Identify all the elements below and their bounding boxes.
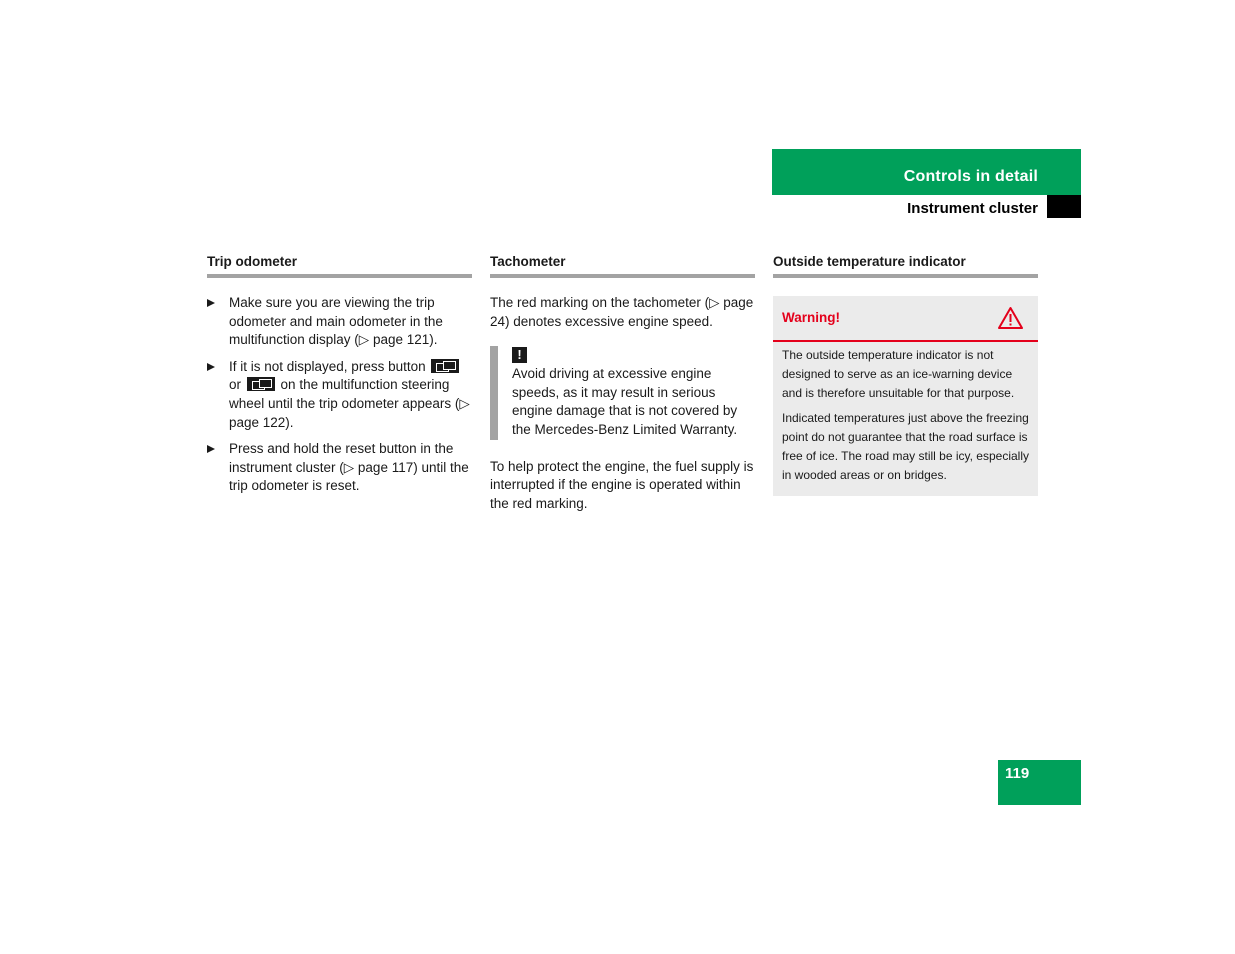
bullet-arrow-icon: [207, 363, 215, 371]
subsection-title: Instrument cluster: [907, 200, 1038, 217]
trip-odometer-heading: Trip odometer: [207, 254, 472, 278]
list-item-text: on the multifunction steering wheel until the trip odometer appears (▷ page 122).: [229, 377, 470, 430]
warning-triangle-icon: [997, 306, 1024, 330]
warning-box: [773, 296, 1038, 496]
outside-temperature-column: [773, 254, 1038, 496]
warning-label: Warning!: [782, 310, 840, 325]
trip-odometer-column: [207, 254, 472, 504]
warning-paragraph: Indicated temperatures just above the freezing point do not guarantee that the road surface is free of ice. The road may still be icy, especially in wooded areas or on bridges.: [782, 410, 1029, 483]
page-number: 119: [1005, 765, 1030, 782]
outside-temperature-heading: Outside temperature indicator: [773, 254, 1038, 278]
note-text: Avoid driving at excessive engine speeds, as it may result in serious engine damage that is not covered by the Mercedes-Benz Limited Warranty.: [512, 366, 738, 437]
list-item: [207, 440, 472, 496]
display-button-icon: [431, 359, 459, 373]
bullet-arrow-icon: [207, 299, 215, 307]
exclamation-icon: !: [512, 347, 527, 363]
list-item: [207, 358, 472, 432]
caution-note: [490, 346, 755, 439]
tachometer-intro: The red marking on the tachometer (▷ page 24) denotes excessive engine speed.: [490, 295, 754, 329]
display-button-icon: [247, 377, 275, 391]
warning-paragraph: The outside temperature indicator is not designed to serve as an ice-warning device and is therefore unsuitable for that purpose.: [782, 348, 1015, 401]
tachometer-heading: Tachometer: [490, 254, 755, 278]
tachometer-outro: To help protect the engine, the fuel supply is interrupted if the engine is operated within the red marking.: [490, 458, 754, 511]
bullet-arrow-icon: [207, 445, 215, 453]
list-item: [207, 294, 472, 350]
note-bar: [490, 346, 498, 439]
section-tab-marker: [1047, 195, 1081, 218]
list-item-text: Make sure you are viewing the trip odometer and main odometer in the multifunction display (▷ page 121).: [229, 295, 443, 348]
section-title: Controls in detail: [903, 168, 1038, 185]
warning-header: [773, 296, 1038, 342]
list-item-text: or: [229, 377, 242, 393]
tachometer-column: [490, 254, 755, 513]
list-item-text: Press and hold the reset button in the instrument cluster (▷ page 117) until the trip odometer is reset.: [229, 441, 469, 494]
list-item-text: If it is not displayed, press button: [229, 358, 426, 374]
